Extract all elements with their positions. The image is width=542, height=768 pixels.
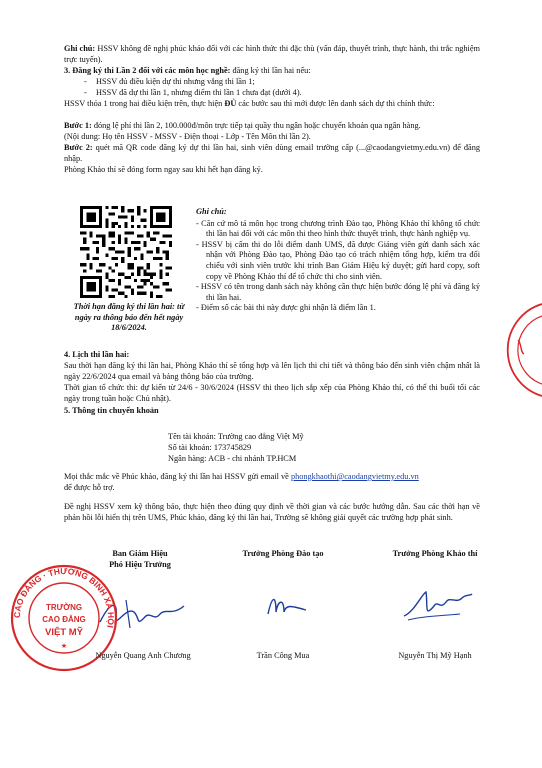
section3-heading bbox=[64, 66, 480, 77]
top-note bbox=[64, 44, 480, 65]
top-note-text: HSSV không đề nghị phúc khảo đối với các hình thức thi đặc thù (vấn đáp, thuyết trình, thực hành, thi trắc nghiệm trực tuyến). bbox=[64, 44, 480, 64]
top-note-label: Ghi chú: bbox=[64, 44, 96, 53]
note-item: - Điểm số các bài thi này được ghi nhận là điểm lần 1. bbox=[196, 303, 376, 313]
partial-seal-right-margin bbox=[488, 300, 542, 400]
step-1-note: (Nội dung: Họ tên HSSV - MSSV - Điện thoại - Lớp - Tên Môn thi lần 2). bbox=[64, 132, 311, 141]
signature-exam-title: Trưởng Phòng Khảo thí bbox=[392, 549, 478, 558]
section5-heading: 5. Thông tin chuyển khoản bbox=[64, 406, 159, 415]
step-2: Bước 2: quét mã QR code đăng ký dự thi lần hai, sinh viên dùng email trường cấp (...@caodangvietmy.edu.vn) để đăng nhập. bbox=[64, 143, 480, 163]
closing-paragraph: Đề nghị HSSV xem kỹ thông báo, thực hiện theo đúng quy định về thời gian và các bước hướng dẫn. Sau các thời hạn về phản hồi lỗi hiển thị trên UMS, Phúc khảo, đăng ký thi lần hai, Trường sẽ không giải quyết các trường hợp phát sinh. bbox=[64, 502, 480, 522]
section3-title: 3. Đăng ký thi Lần 2 đối với các môn học nghề: bbox=[64, 66, 231, 75]
registration-qr-code[interactable] bbox=[80, 206, 172, 298]
note-item: - Căn cứ mô tả môn học trong chương trình Đào tạo, Phòng Khảo thí không tổ chức thi lần hai đối với các môn thi theo hình thức thuyết trình, thực hành nghiệp vụ. bbox=[196, 218, 480, 239]
contact-paragraph: Mọi thắc mắc về Phúc khảo, đăng ký thi lần hai HSSV gửi email về phongkhaothi@caodangvietmy.edu.vn để được hỗ trợ. bbox=[64, 472, 419, 492]
stamp-line-3: VIỆT MỸ bbox=[44, 627, 84, 638]
signature-training bbox=[262, 590, 312, 624]
notes-box bbox=[196, 207, 480, 314]
account-number: Số tài khoản: 173745829 bbox=[168, 443, 252, 452]
note-item: - HSSV có tên trong danh sách này không cần thực hiện bước đóng lệ phí và đăng ký thi lần hai. bbox=[196, 282, 480, 302]
stamp-ring-text: CAO ĐẲNG · THƯƠNG BINH XÃ HỘI bbox=[11, 565, 117, 629]
section4-heading: 4. Lịch thi lần hai: bbox=[64, 350, 130, 359]
signatory-principal-name: Nguyễn Quang Anh Chương bbox=[95, 651, 191, 660]
support-email-link[interactable]: phongkhaothi@caodangvietmy.edu.vn bbox=[290, 472, 419, 481]
signature-principal-title: Ban Giám Hiệu Phó Hiệu Trưởng bbox=[109, 549, 171, 569]
form-close-note: Phòng Khảo thí sẽ đóng form ngay sau khi hết hạn đăng ký. bbox=[64, 165, 263, 174]
step-1: Bước 1: đóng lệ phí thi lần 2, 100.000đ/môn trực tiếp tại quầy thu ngân hoặc chuyển khoản qua ngân hàng. bbox=[64, 121, 421, 130]
registration-deadline: Thời hạn đăng ký thi lần hai: từ ngày ra thông báo đến hết ngày 18/6/2024. bbox=[73, 302, 185, 333]
section4-paragraph-1: Sau thời hạn đăng ký thi lần hai, Phòng Khảo thí sẽ tổng hợp và lên lịch thi chi tiết và thông báo đến sinh viên chậm nhất là ngày 22/6/2024 qua email và bảng thông báo của trường. bbox=[64, 361, 480, 381]
notes-title: Ghi chú: bbox=[196, 207, 227, 216]
condition-1: - HSSV đủ điều kiện dự thi nhưng vắng thi lần 1; bbox=[84, 77, 255, 86]
signature-training-title: Trưởng Phòng Đào tạo bbox=[242, 549, 324, 558]
condition-2: - HSSV đã dự thi lần 1, nhưng điểm thi lần 1 chưa đạt (dưới 4). bbox=[84, 88, 302, 97]
section4-paragraph-2: Thời gian tổ chức thi: dự kiến từ 24/6 - 30/6/2024 (HSSV thi theo lịch sắp xếp của Phòng Khảo thí, có thể thi buổi tối các ngày trong tuần hoặc Chủ nhật). bbox=[64, 383, 480, 403]
note-item: - HSSV bị cấm thi do lỗi điểm danh UMS, đã được Giảng viên gửi danh sách xác nhận với Phòng Đào tạo, Phòng Đào tạo có trách nhiệm tổng hợp, kiểm tra đối chiếu với sinh viên trước khi trình Ban Giám Hiệu ký duyệt; gửi hard copy, soft copy về Phòng Khảo thí để tổ chức thi cho sinh viên. bbox=[196, 239, 480, 281]
signature-exam bbox=[400, 586, 474, 626]
account-name: Tên tài khoản: Trường cao đẳng Việt Mỹ bbox=[168, 432, 304, 441]
section3-title-tail: đăng ký thi lần hai nếu: bbox=[230, 66, 311, 75]
stamp-line-1: TRƯỜNG bbox=[45, 603, 83, 612]
stamp-star-icon: ★ bbox=[60, 643, 68, 650]
signatory-training-name: Trần Công Mua bbox=[256, 651, 310, 660]
bank-name: Ngân hàng: ACB - chi nhánh TP.HCM bbox=[168, 454, 297, 463]
section3-intro: HSSV thỏa 1 trong hai điều kiện trên, thực hiện ĐỦ các bước sau thì mới được lên danh sách dự thi chính thức: bbox=[64, 99, 435, 108]
signatory-exam-name: Nguyễn Thị Mỹ Hạnh bbox=[398, 651, 472, 660]
stamp-line-2: CAO ĐẲNG bbox=[42, 615, 86, 624]
